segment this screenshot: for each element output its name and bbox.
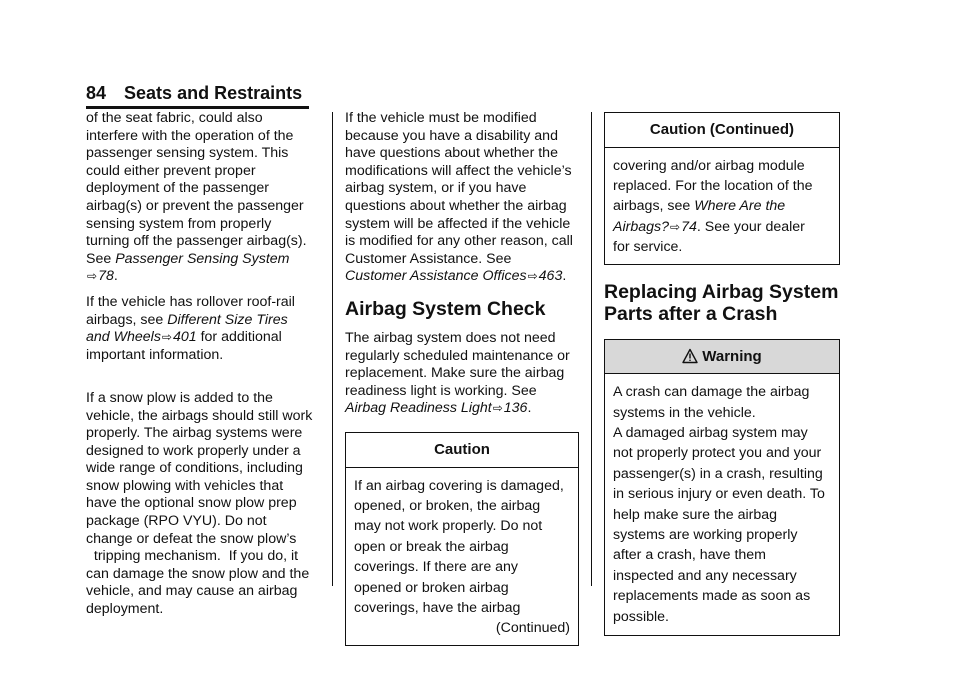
caution-box: [345, 432, 579, 646]
caution-continued-box: [604, 112, 840, 265]
paragraph-modified-vehicle: If the vehicle must be modified because you have a disability and have questions about whether the modifications will affect the vehicle’s airbag system, or if you have questions about whether the airbag system will be affected if the vehicle is modified for any other reason, call Customer Assistance. See Customer Assistance Offices⇨463.: [345, 110, 573, 285]
paragraph-roof-rail: If the vehicle has rollover roof-rail airbags, see Different Size Tires and Wheels⇨401 for additional important information.: [86, 293, 295, 363]
column-divider-1: [332, 112, 333, 586]
header-underline: [86, 106, 309, 109]
link-airbags[interactable]: Airbags?: [613, 218, 669, 235]
caution-continued-body: covering and/or airbag module replaced. For the location of the airbags, see Where Are the Airbags?⇨74. See your dealer for service.: [613, 157, 813, 256]
warning-header: [605, 340, 839, 375]
link-different-size-tires[interactable]: Different Size Tires: [167, 311, 288, 328]
page-ref-463[interactable]: 463: [538, 268, 563, 285]
paragraph-system-check: The airbag system does not need regularly scheduled maintenance or replacement. Make sure the airbag readiness light is working. See Airbag Readiness Light⇨136.: [345, 329, 570, 417]
warning-box: [604, 339, 840, 636]
paragraph-fabric: of the seat fabric, could also interfere with the operation of the passenger sensing system. This could either prevent proper deployment of the passenger airbag(s) or prevent the passenger sensing system from properly turning off the passenger airbag(s). See Passenger Sensing System ⇨78.: [86, 110, 307, 285]
column-2: [345, 110, 579, 646]
page-reference-arrow-icon: ⇨: [670, 219, 681, 234]
page-reference-arrow-icon: ⇨: [492, 401, 503, 416]
link-customer-assistance-offices[interactable]: Customer Assistance Offices: [345, 268, 527, 285]
caution-continued-title: Caution (Continued): [605, 113, 839, 148]
heading-airbag-system-check: Airbag System Check: [345, 297, 546, 320]
heading-replacing-airbag-parts: Replacing Airbag System Parts after a Crash: [604, 280, 839, 325]
link-passenger-sensing-system[interactable]: Passenger Sensing System: [115, 250, 290, 267]
page-ref-136[interactable]: 136: [503, 400, 528, 417]
page-ref-401[interactable]: 401: [172, 329, 197, 346]
caution-title: Caution: [346, 433, 578, 468]
link-and-wheels[interactable]: and Wheels: [86, 329, 161, 346]
page-header: [86, 82, 302, 104]
paragraph-snow-plow: If a snow plow is added to the vehicle, the airbags should still work properly. The airbag systems were designed to work properly under a wide range of conditions, including snow plowing with vehicles that have the optional snow plow prep package (RPO VYU). Do not change or defeat the snow plow’s tripping mechanism. If you do, it can damage the snow plow and the vehicle, and may cause an airbag deployment.: [86, 389, 313, 618]
section-title: Seats and Restraints: [124, 83, 303, 103]
column-divider-2: [591, 112, 592, 586]
warning-title: Warning: [702, 347, 762, 365]
page-reference-arrow-icon: ⇨: [161, 330, 172, 345]
page-number: 84: [86, 83, 107, 103]
link-where-are-the-airbags[interactable]: Where Are the: [694, 198, 786, 215]
column-3: [604, 112, 840, 636]
caution-continued-label: (Continued): [495, 620, 570, 637]
caution-body: If an airbag covering is damaged, opened, or broken, the airbag may not work properly. Do not open or break the airbag coverings. If there are any opened or broken airbag coverings, have the airbag (Continued): [346, 468, 578, 645]
link-airbag-readiness-light[interactable]: Airbag Readiness Light: [345, 400, 492, 417]
column-1: [86, 110, 320, 627]
page-reference-arrow-icon: ⇨: [87, 269, 98, 284]
warning-triangle-icon: [682, 348, 698, 364]
page-ref-74[interactable]: 74: [681, 218, 697, 235]
page-reference-arrow-icon: ⇨: [527, 269, 538, 284]
warning-body: A crash can damage the airbag systems in the vehicle. A damaged airbag system may not properly protect you and your passenger(s) in a crash, resulting in serious injury or even death. To help make sure the airbag systems are working properly after a crash, have them inspected and any necessary replacements made as soon as possible.: [613, 384, 825, 625]
page-ref-78[interactable]: 78: [98, 268, 114, 285]
